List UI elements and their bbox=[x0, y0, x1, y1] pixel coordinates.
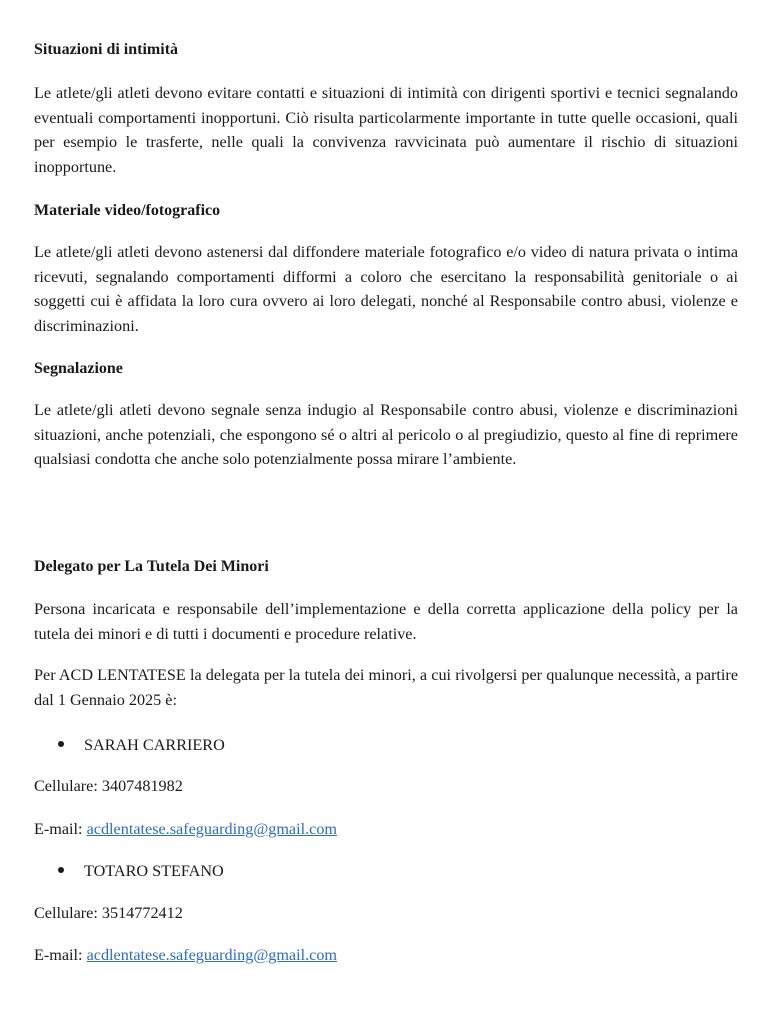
delegate-description: Persona incaricata e responsabile dell’implementazione e della corretta applicazione della policy per la tutela dei minori e di tutti i documenti e procedure relative. bbox=[34, 600, 738, 643]
section-body-segnalazione: Le atlete/gli atleti devono segnale senza indugio al Responsabile contro abusi, violenze e discriminazioni situazioni, anche potenziali, che espongono sé o altri al pericolo o al pregiudizio, questo al fine di reprimere qualsiasi condotta che anche solo potenzialmente possa mirare l’ambiente. bbox=[34, 401, 738, 468]
phone-number: 3514772412 bbox=[101, 904, 183, 922]
bullet-icon bbox=[58, 741, 64, 747]
contact-list-item bbox=[58, 735, 225, 755]
email-label: E-mail: bbox=[34, 946, 83, 964]
phone-label: Cellulare: bbox=[34, 904, 98, 922]
delegate-intro: Per ACD LENTATESE la delegata per la tutela dei minori, a cui rivolgersi per qualunque necessità, a partire dal 1 Gennaio 2025 è: bbox=[34, 666, 738, 709]
phone-number: 3407481982 bbox=[101, 777, 183, 795]
section-body-intimita: Le atlete/gli atleti devono evitare contatti e situazioni di intimità con dirigenti sportivi e tecnici segnalando eventuali comportamenti inopportuni. Ciò risulta particolarmente importante in tutte quelle occasioni, quali per esempio le trasferte, nelle quali la convivenza ravvicinata può aumentare il rischio di situazioni inopportune. bbox=[34, 84, 738, 176]
delegate-heading: Delegato per La Tutela Dei Minori bbox=[34, 558, 269, 575]
contact-email-line bbox=[34, 819, 337, 839]
bullet-icon bbox=[58, 867, 64, 873]
contact-list-item bbox=[58, 861, 224, 881]
contact-phone-line bbox=[34, 903, 183, 923]
contact-name: TOTARO STEFANO bbox=[84, 862, 224, 880]
section-heading-intimita: Situazioni di intimità bbox=[34, 41, 179, 58]
contact-name: SARAH CARRIERO bbox=[84, 736, 225, 754]
email-link[interactable]: acdlentatese.safeguarding@gmail.com bbox=[86, 946, 338, 964]
contact-phone-line bbox=[34, 776, 183, 796]
section-heading-segnalazione: Segnalazione bbox=[34, 360, 123, 377]
section-body-materiale: Le atlete/gli atleti devono astenersi dal diffondere materiale fotografico e/o video di natura privata o intima ricevuti, segnalando comportamenti difformi a coloro che esercitano la responsabilità genitoriale o ai soggetti cui è affidata la loro cura ovvero ai loro delegati, nonché al Responsabile contro abusi, violenze e discriminazioni. bbox=[34, 243, 738, 335]
email-label: E-mail: bbox=[34, 820, 83, 838]
section-heading-materiale: Materiale video/fotografico bbox=[34, 202, 221, 219]
phone-label: Cellulare: bbox=[34, 777, 98, 795]
email-link[interactable]: acdlentatese.safeguarding@gmail.com bbox=[86, 820, 338, 838]
contact-email-line bbox=[34, 945, 337, 965]
